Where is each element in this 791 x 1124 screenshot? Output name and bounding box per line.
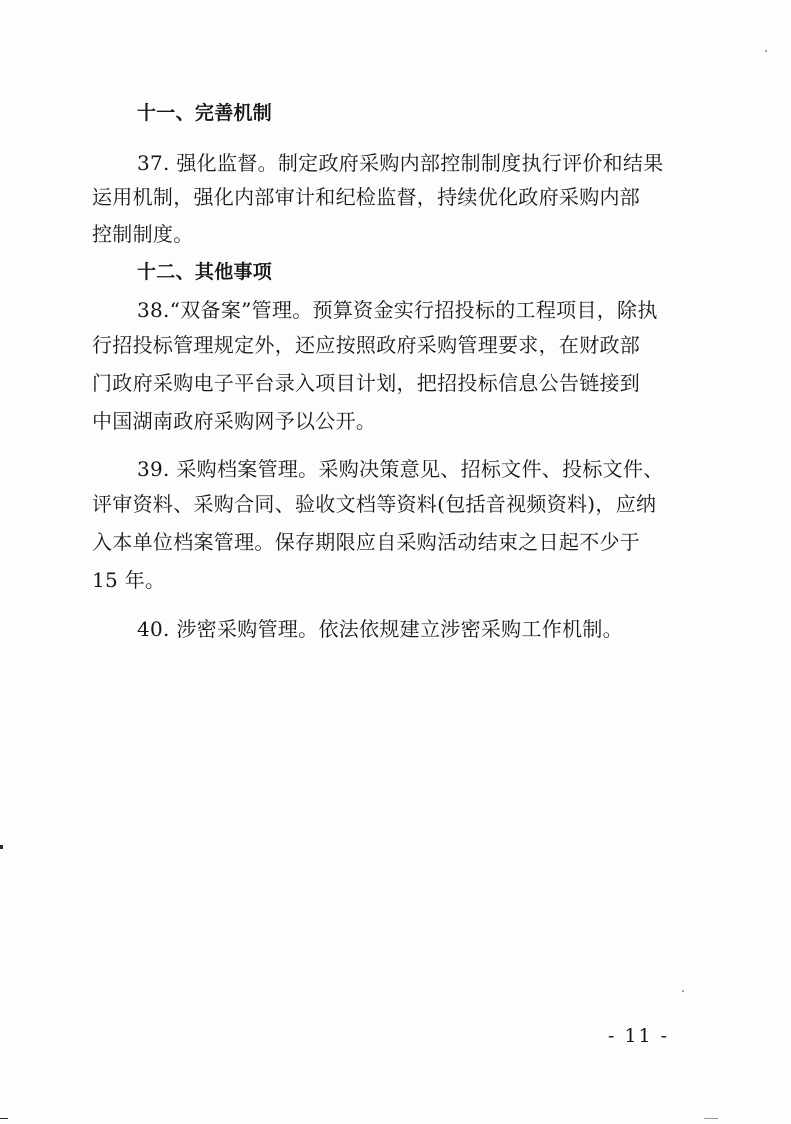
paragraph-39-line-1: 39. 采购档案管理。采购决策意见、招标文件、投标文件、	[137, 457, 664, 481]
paragraph-38-line-4: 中国湖南政府采购网予以公开。	[92, 409, 377, 433]
scan-edge-mark	[0, 1118, 8, 1119]
paragraph-39-line-2: 评审资料、采购合同、验收文档等资料(包括音视频资料)，应纳	[92, 492, 657, 516]
paragraph-39-line-3: 入本单位档案管理。保存期限应自采购活动结束之日起不少于	[92, 530, 641, 554]
scan-edge-mark	[0, 845, 3, 849]
paragraph-38-line-2: 行招投标管理规定外，还应按照政府采购管理要求，在财政部	[92, 333, 641, 357]
section-heading-11: 十一、完善机制	[137, 102, 273, 124]
section-heading-12: 十二、其他事项	[137, 261, 273, 283]
paragraph-38-line-1: 38.“双备案”管理。预算资金实行招投标的工程项目，除执	[137, 298, 658, 322]
paragraph-40-line-1: 40. 涉密采购管理。依法依规建立涉密采购工作机制。	[137, 617, 623, 641]
paragraph-39-line-4: 15 年。	[92, 568, 166, 592]
scan-speck	[765, 50, 767, 52]
paragraph-37-line-2: 运用机制，强化内部审计和纪检监督，持续优化政府采购内部	[92, 185, 641, 209]
scan-speck	[682, 990, 684, 992]
paragraph-37-line-1: 37. 强化监督。制定政府采购内部控制制度执行评价和结果	[137, 151, 664, 175]
scan-edge-mark	[704, 1118, 718, 1119]
page-number: - 11 -	[608, 1025, 670, 1047]
paragraph-37-line-3: 控制制度。	[92, 222, 194, 246]
paragraph-38-line-3: 门政府采购电子平台录入项目计划，把招投标信息公告链接到	[92, 371, 641, 395]
